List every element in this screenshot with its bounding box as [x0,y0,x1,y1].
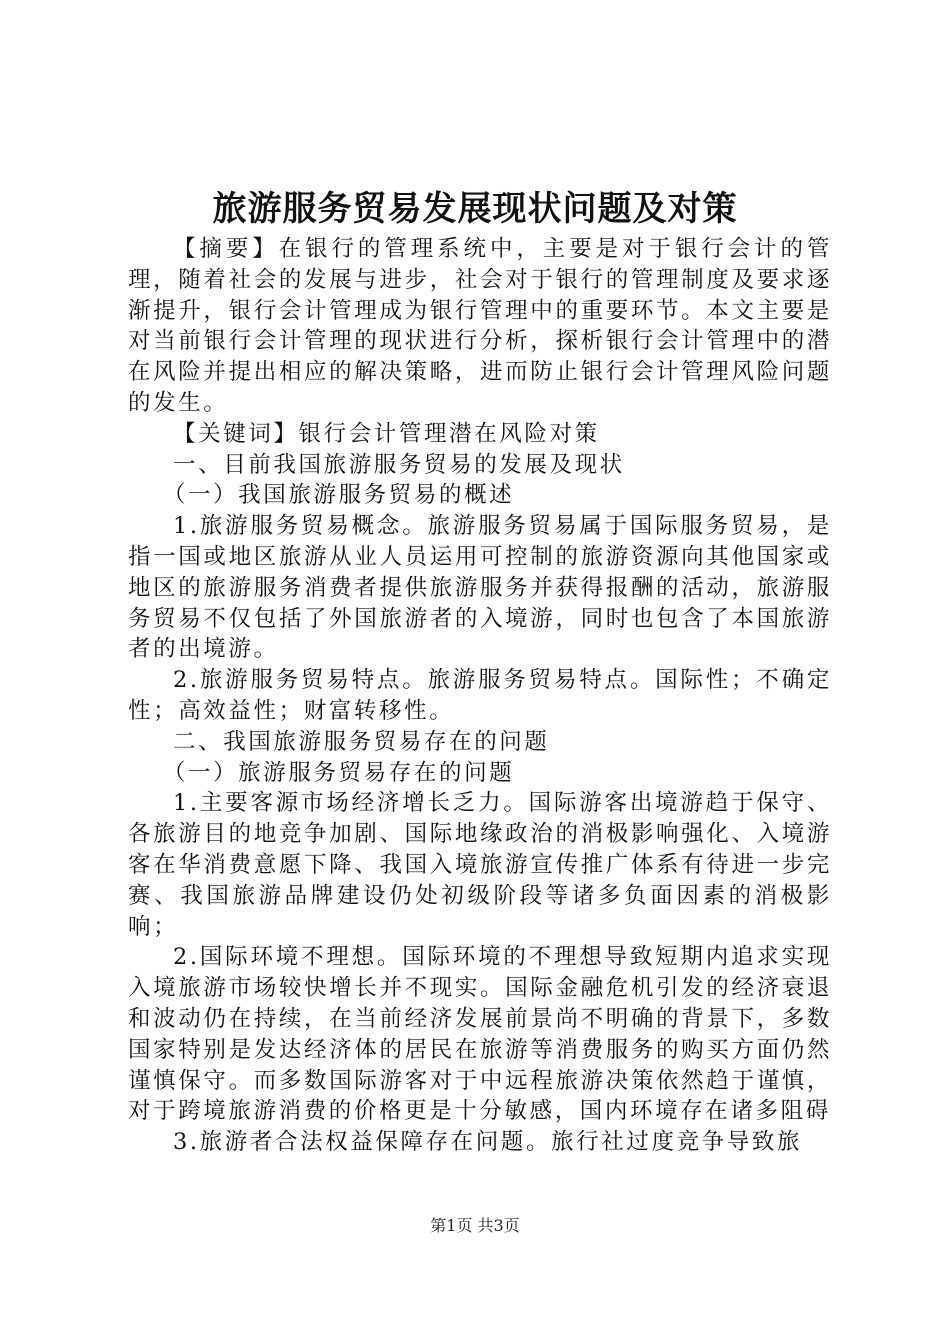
section-heading-1: 一、目前我国旅游服务贸易的发展及现状 [173,451,625,478]
body-paragraph: 2.旅游服务贸易特点。旅游服务贸易特点。国际性；不确定性；高效益性；财富转移性。 [128,667,832,724]
body-paragraph: 3.旅游者合法权益保障存在问题。旅行社过度竞争导致旅 [173,1129,803,1156]
document-title: 旅游服务贸易发展现状问题及对策 [212,189,738,229]
document-body [128,234,832,1158]
keywords-paragraph: 【关键词】银行会计管理潜在风险对策 [173,420,600,447]
abstract-paragraph: 【摘要】在银行的管理系统中，主要是对于银行会计的管理，随着社会的发展与进步，社会对于银行的管理制度及要求逐渐提升，银行会计管理成为银行管理中的重要环节。本文主要是对当前银行会计管理的现状进行分析，探析银行会计管理中的潜在风险并提出相应的解决策略，进而防止银行会计管理风险问题的发生。 [128,236,832,416]
page-number-footer: 第1页 共3页 [430,1216,520,1235]
body-paragraph: 2.国际环境不理想。国际环境的不理想导致短期内追求实现入境旅游市场较快增长并不现实。国际金融危机引发的经济衰退和波动仍在持续，在当前经济发展前景尚不明确的背景下，多数国家特别是发达经济体的居民在旅游等消费服务的购买方面仍然谨慎保守。而多数国际游客对于中远程旅游决策依然趋于谨慎，对于跨境旅游消费的价格更是十分敏感，国内环境存在诸多阻碍 [128,944,832,1125]
subsection-heading-1-1: （一）我国旅游服务贸易的概述 [162,482,515,509]
body-paragraph: 1.旅游服务贸易概念。旅游服务贸易属于国际服务贸易，是指一国或地区旅游从业人员运用可控制的旅游资源向其他国家或地区的旅游服务消费者提供旅游服务并获得报酬的活动，旅游服务贸易不仅包括了外国旅游者的入境游，同时也包含了本国旅游者的出境游。 [128,513,832,663]
subsection-heading-2-1: （一）旅游服务贸易存在的问题 [162,759,515,786]
section-heading-2: 二、我国旅游服务贸易存在的问题 [173,728,550,755]
body-paragraph: 1.主要客源市场经济增长乏力。国际游客出境游趋于保守、各旅游目的地竞争加剧、国际地缘政治的消极影响强化、入境游客在华消费意愿下降、我国入境旅游宣传推广体系有待进一步完赛、我国旅游品牌建设仍处初级阶段等诸多负面因素的消极影响； [128,790,832,940]
